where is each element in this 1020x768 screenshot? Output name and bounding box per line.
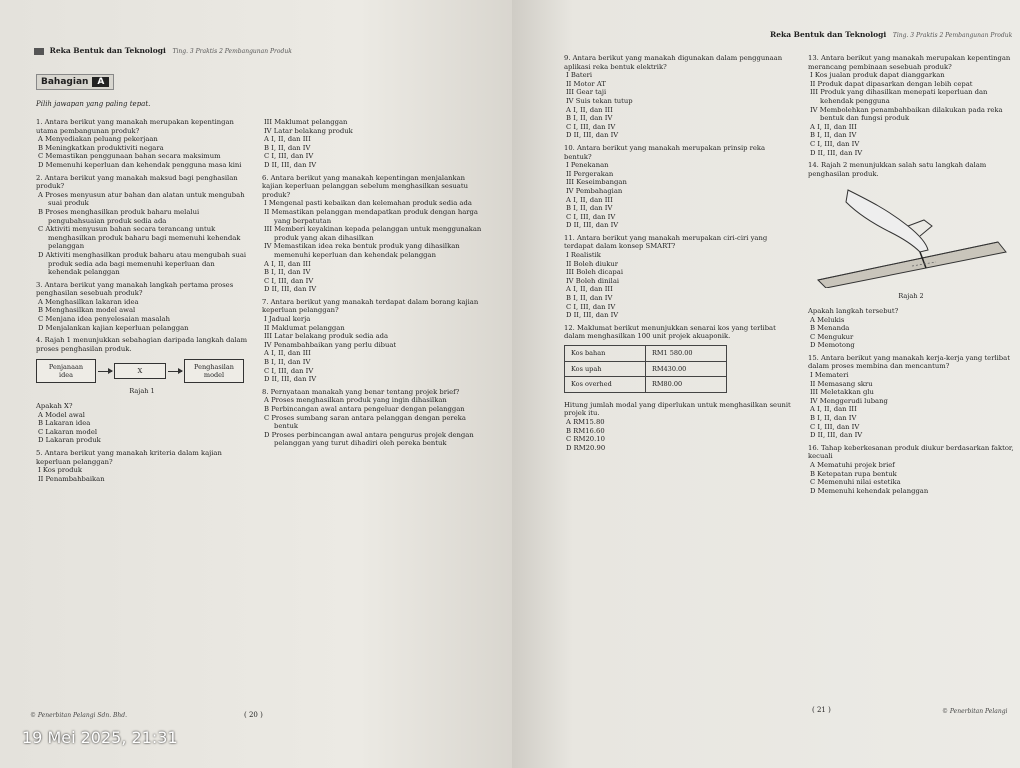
- publisher-left: © Penerbitan Pelangi Sdn. Bhd.: [30, 712, 128, 719]
- left-header-tag: Ting. 3 Praktis 2 Pembangunan Produk: [172, 48, 292, 55]
- right-page: [512, 0, 1020, 768]
- question-16: 16. Tahap keberkesanan produk diukur berdasarkan faktor, kecuali A Mematuhi projek brief B Ketepatan rupa bentuk C Memenuhi nilai estetika D Memenuhi kehendak pelanggan: [808, 443, 1014, 495]
- question-1: 1. Antara berikut yang manakah merupakan kepentingan utama pembangunan produk? A Menyediakan peluang pekerjaan B Meningkatkan produktiviti negara C Memastikan penggunaan bahan secara maksimum D Memenuhi keperluan dan kehendak pengguna masa kini: [36, 118, 242, 169]
- question-11: 11. Antara berikut yang manakah merupakan ciri-ciri yang terdapat dalam konsep SMART? I Realistik II Boleh diukur III Boleh dicapai IV Boleh dinilai A I, II, dan III B I, II, dan IV C I, III, dan IV D II, III, dan IV: [564, 233, 768, 320]
- instruction: Pilih jawapan yang paling tepat.: [36, 100, 151, 108]
- question-6: 6. Antara berikut yang manakah kepentingan menjalankan kajian keperluan pelanggan sebelum menghasilkan sesuatu produk? I Mengenal pasti kebaikan dan kelemahan produk sedia ada II Memastikan pelanggan mendapatkan produk dengan harga yang berpatutan III Memberi keyakinan kepada pelanggan untuk menggunakan produk yang akan dihasilkan IV Memastikan idea reka bentuk produk yang dihasilkan memenuhi keperluan dan kehendak pelanggan A I, II, dan III B I, II, dan IV C I, III, dan IV D II, III, dan IV: [262, 173, 482, 294]
- left-column-2: [262, 118, 488, 452]
- question-8: 8. Pernyataan manakah yang benar tentang projek brief? A Proses menghasilkan produk yang ingin dihasilkan B Perbincangan awal antara pengeluar dengan pelanggan C Proses sumbang saran antara pelanggan dengan pereka bentuk D Proses perbincangan awal antara pengurus projek dengan pelanggan yang turut dihadiri oleh pereka bentuk: [262, 387, 474, 448]
- hand-marking-wood-icon: [808, 180, 1008, 288]
- question-2: 2. Antara berikut yang manakah maksud bagi penghasilan produk? A Proses menyusun atur bahan dan alatan untuk mengubah suai produk B Proses menghasilkan produk baharu melalui pengubahsuaian produk sedia ada C Aktiviti menyusun bahan secara terancang untuk menghasilkan produk baharu bagi memenuhi kehendak pelanggan D Aktiviti menghasilkan produk baharu atau mengubah suai produk sedia ada bagi memenuhi keperluan dan kehendak pelanggan: [36, 173, 247, 277]
- right-column-2: [808, 54, 1014, 499]
- table-row: Kos bahan RM1 580.00: [565, 346, 727, 362]
- cost-table: [564, 345, 727, 393]
- question-3: 3. Antara berikut yang manakah langkah pertama proses penghasilan sesebuah produk? A Menghasilkan lakaran idea B Menghasilkan model awal C Menjana idea penyelesaian masalah D Menjalankan kajian keperluan pelanggan: [36, 280, 234, 332]
- question-4: 4. Rajah 1 menunjukkan sebahagian daripada langkah dalam proses penghasilan produk. Penjanaan idea X Penghasilan model Rajah 1 Apakah X? A Model awal B Lakaran idea C Lakaran model D Lakaran produk: [36, 336, 248, 445]
- right-header-tag: Ting. 3 Praktis 2 Pembangunan Produk: [892, 32, 1013, 39]
- page-number-left: ( 20 ): [244, 711, 263, 719]
- flow-box-model: Penghasilan model: [184, 359, 244, 383]
- marking-illustration: [808, 180, 1014, 288]
- figure-caption: Rajah 2: [898, 292, 924, 301]
- right-column-1: [564, 54, 792, 456]
- left-column-1: [36, 118, 248, 487]
- table-row: Kos overhed RM80.00: [565, 377, 727, 393]
- question-7: 7. Antara berikut yang manakah terdapat dalam borang kajian keperluan pelanggan? I Jadual kerja II Maklumat pelanggan III Latar belakang produk sedia ada IV Penambahbaikan yang perlu dibuat A I, II, dan III B I, II, dan IV C I, III, dan IV D II, III, dan IV: [262, 297, 479, 384]
- question-5-continued: III Maklumat pelanggan IV Latar belakang produk A I, II, dan III B I, II, dan IV C I, III, dan IV D II, III, dan IV: [264, 118, 353, 169]
- flow-box-x: X: [114, 363, 166, 379]
- photo-timestamp: 19 Mei 2025, 21:31: [22, 728, 178, 747]
- arrow-icon: [168, 371, 182, 372]
- flow-box-idea: Penjanaan idea: [36, 359, 96, 383]
- question-14: 14. Rajah 2 menunjukkan salah satu langkah dalam penghasilan produk. Rajah 2 Apakah langkah tersebut? A Melukis B Menanda C Mengukur D Memotong: [808, 161, 1014, 350]
- right-header-title: Reka Bentuk dan Teknologi: [770, 30, 887, 39]
- question-10: 10. Antara berikut yang manakah merupakan prinsip reka bentuk? I Penekanan II Pergerakan III Keseimbangan IV Pembahagian A I, II, dan III B I, II, dan IV C I, III, dan IV D II, III, dan IV: [564, 143, 766, 230]
- book-logo-icon: [34, 48, 44, 55]
- question-15: 15. Antara berikut yang manakah kerja-kerja yang terlibat dalam proses membina dan mencantum? I Memateri II Memasang skru III Meletakkan glu IV Menggerudi lubang A I, II, dan III B I, II, dan IV C I, III, dan IV D II, III, dan IV: [808, 353, 1010, 440]
- figure-caption: Rajah 1: [129, 387, 155, 396]
- section-label: Bahagian A: [36, 74, 114, 90]
- question-13: 13. Antara berikut yang manakah merupakan kepentingan merancang pembinaan sesebuah produk? I Kos jualan produk dapat dianggarkan II Produk dapat dipasarkan dengan lebih cepat III Produk yang dihasilkan menepati keperluan dan kehendak pengguna IV Membolehkan penambahbaikan dilakukan pada reka bentuk dan fungsi produk A I, II, dan III B I, II, dan IV C I, III, dan IV D II, III, dan IV: [808, 54, 1011, 157]
- right-running-header: [770, 30, 1012, 39]
- left-header-title: Reka Bentuk dan Teknologi: [49, 46, 166, 55]
- flow-diagram: [36, 359, 248, 383]
- publisher-right: © Penerbitan Pelangi: [942, 708, 1008, 715]
- page-number-right: ( 21 ): [812, 706, 831, 714]
- arrow-icon: [98, 371, 112, 372]
- question-12: 12. Maklumat berikut menunjukkan senarai kos yang terlibat dalam menghasilkan 100 unit projek akuaponik. Kos bahan RM1 580.00 Kos upah RM430.00 Kos overhed RM80.00 Hitung jumlah modal yang diperlukan untuk menghasilkan seunit projek itu. A RM15.80 B RM16.60 C RM20.10 D RM20.90: [564, 323, 791, 452]
- left-running-header: [34, 46, 292, 55]
- table-row: Kos upah RM430.00: [565, 361, 727, 377]
- question-9: 9. Antara berikut yang manakah digunakan dalam penggunaan aplikasi reka bentuk elektrik? I Bateri II Motor AT III Gear taji IV Suis tekan tutup A I, II, dan III B I, II, dan IV C I, III, dan IV D II, III, dan IV: [564, 54, 783, 140]
- question-5: 5. Antara berikut yang manakah kriteria dalam kajian keperluan pelanggan? I Kos produk II Penambahbaikan: [36, 449, 222, 483]
